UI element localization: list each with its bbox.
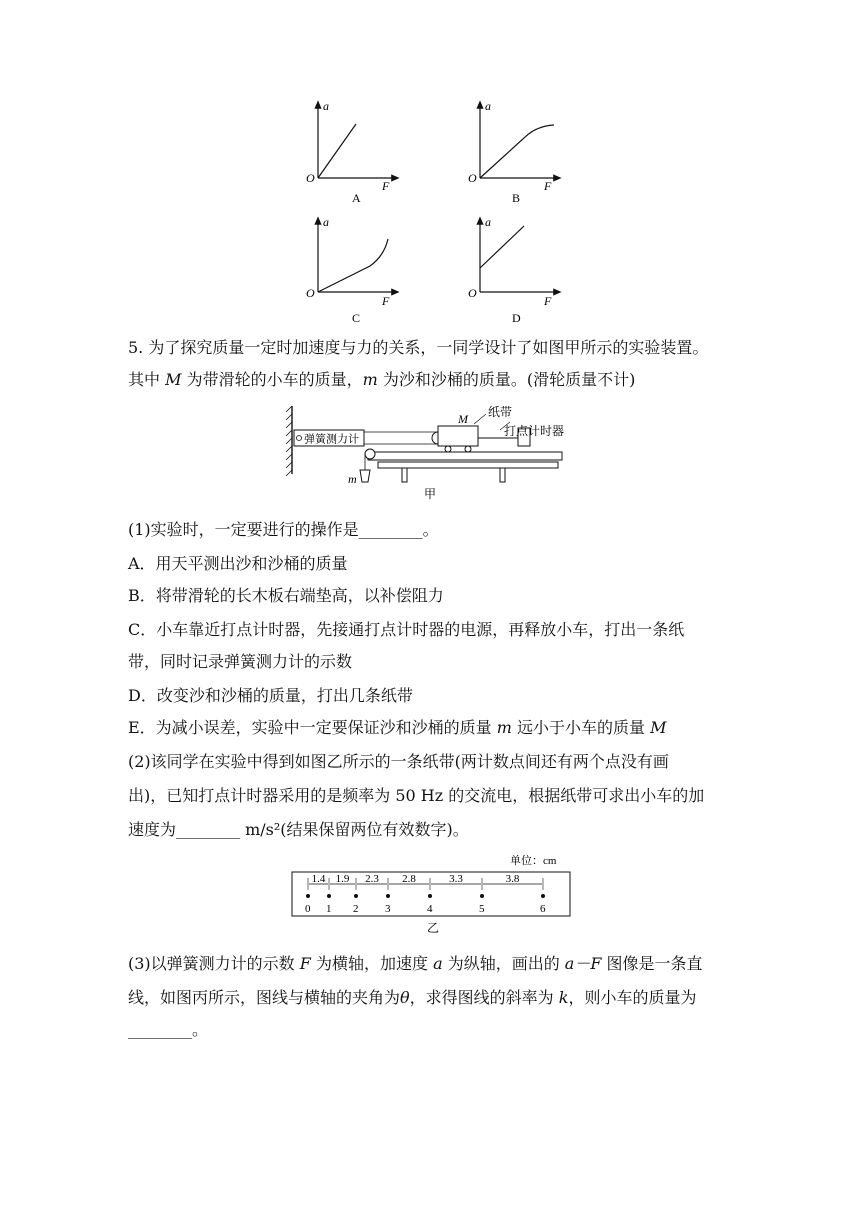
apparatus-diagram [278, 402, 578, 502]
x-axis-label: F [382, 179, 390, 193]
tape-point-label: 0 [305, 903, 311, 915]
text: 图像是一条直 [601, 954, 703, 973]
y-axis-label: a [323, 215, 329, 229]
table-top [378, 462, 558, 468]
part3-line2 [128, 988, 696, 1008]
graph-c [300, 212, 400, 328]
segment-length: 2.8 [402, 873, 416, 885]
option-e [128, 718, 667, 738]
segment-length: 1.9 [335, 873, 350, 885]
text: 为纵轴，画出的 [442, 954, 565, 973]
x-axis-label: F [544, 179, 552, 193]
var-k: k [558, 988, 569, 1007]
part2-line3: 速度为________ m/s²(结果保留两位有效数字)。 [128, 820, 469, 839]
var-F: F [299, 954, 311, 973]
graph-b [462, 96, 562, 208]
var-M: M [165, 370, 182, 389]
bucket-label: m [348, 472, 357, 486]
text: 其中 [128, 370, 166, 389]
x-axis-label: F [544, 294, 552, 308]
paper-tape-diagram [288, 852, 578, 936]
tape-point [306, 894, 310, 898]
tape-point-label: 4 [427, 903, 433, 915]
var-a-F: a－F [564, 954, 602, 973]
cart-label: M [458, 412, 468, 426]
board-pulley [365, 449, 375, 459]
text: ，则小车的质量为 [568, 988, 697, 1007]
origin-label: O [306, 286, 315, 300]
text: 线，如图丙所示，图线与横轴的夹角为 [128, 988, 401, 1007]
tape-point-label: 6 [540, 903, 546, 915]
graph-label: A [352, 191, 361, 205]
text: ，求得图线的斜率为 [409, 988, 559, 1007]
text: 为带滑轮的小车的质量， [181, 370, 363, 389]
unit-label: 单位：cm [510, 855, 557, 867]
option-c: C．小车靠近打点计时器，先接通打点计时器的电源，再释放小车，打出一条纸 [128, 620, 685, 639]
figure-caption: 乙 [427, 921, 440, 935]
segment-length: 2.3 [365, 873, 379, 885]
text: (3)以弹簧测力计的示数 [128, 954, 300, 973]
segment-length: 1.4 [311, 873, 326, 885]
part3-line3: ________。 [128, 1020, 209, 1039]
segment-length: 3.3 [449, 873, 463, 885]
question-5-line1: 5. 为了探究质量一定时加速度与力的关系，一同学设计了如图甲所示的实验装置。 [128, 338, 709, 357]
tape-point-label: 5 [479, 903, 485, 915]
text: 为横轴，加速度 [310, 954, 434, 973]
sand-bucket [360, 470, 370, 482]
graph-curve [480, 226, 524, 268]
timer-label: 打点计时器 [504, 424, 565, 438]
text: E．为减小误差，实验中一定要保证沙和沙桶的质量 [128, 718, 497, 737]
wall-hatch [286, 406, 292, 476]
option-b: B．将带滑轮的长木板右端垫高，以补偿阻力 [128, 586, 444, 605]
y-axis-label: a [485, 215, 491, 229]
part2-line2: 出)，已知打点计时器采用的是频率为 50 Hz 的交流电，根据纸带可求出小车的加 [128, 786, 705, 805]
option-a: A．用天平测出沙和沙桶的质量 [128, 554, 348, 573]
tape-point-label: 1 [326, 903, 332, 915]
graph-a [300, 96, 400, 208]
var-m: m [362, 370, 378, 389]
cart [438, 426, 478, 446]
x-axis-label: F [382, 294, 390, 308]
graph-label: B [512, 191, 521, 205]
text: 远小于小车的质量 [511, 718, 651, 737]
graph-d [462, 212, 562, 328]
tape-point [354, 894, 358, 898]
figure-caption: 甲 [424, 487, 437, 501]
y-axis-label: a [323, 99, 329, 113]
tape-point-label: 3 [385, 903, 391, 915]
var-theta: θ [400, 988, 410, 1007]
question-5-line2 [128, 370, 635, 390]
tape-point-label: 2 [353, 903, 359, 915]
spring-scale-label: 弹簧测力计 [304, 433, 359, 446]
tape-point [327, 894, 331, 898]
origin-label: O [306, 171, 315, 185]
tape-label: 纸带 [488, 405, 513, 419]
graph-curve [480, 125, 554, 178]
text: 为沙和沙桶的质量。(滑轮质量不计) [377, 370, 636, 389]
option-c-continued: 带，同时记录弹簧测力计的示数 [128, 652, 353, 671]
var-M: M [650, 718, 667, 737]
tape-point [541, 894, 545, 898]
part2-line1: (2)该同学在实验中得到如图乙所示的一条纸带(两计数点间还有两个点没有画 [128, 752, 669, 771]
option-d: D．改变沙和沙桶的质量，打出几条纸带 [128, 686, 413, 705]
origin-label: O [468, 286, 477, 300]
graph-label: D [512, 311, 521, 325]
graph-label: C [352, 311, 361, 325]
graph-curve [318, 124, 356, 178]
tape-point [480, 894, 484, 898]
origin-label: O [468, 171, 477, 185]
part1-stem: (1)实验时，一定要进行的操作是________。 [128, 520, 439, 539]
tape-point [428, 894, 432, 898]
long-board [368, 452, 562, 460]
segment-length: 3.8 [505, 873, 520, 885]
graph-curve [318, 239, 388, 292]
var-a: a [433, 954, 443, 973]
var-m: m [496, 718, 512, 737]
tape-point [386, 894, 390, 898]
part3-line1 [128, 954, 703, 974]
y-axis-label: a [485, 99, 491, 113]
